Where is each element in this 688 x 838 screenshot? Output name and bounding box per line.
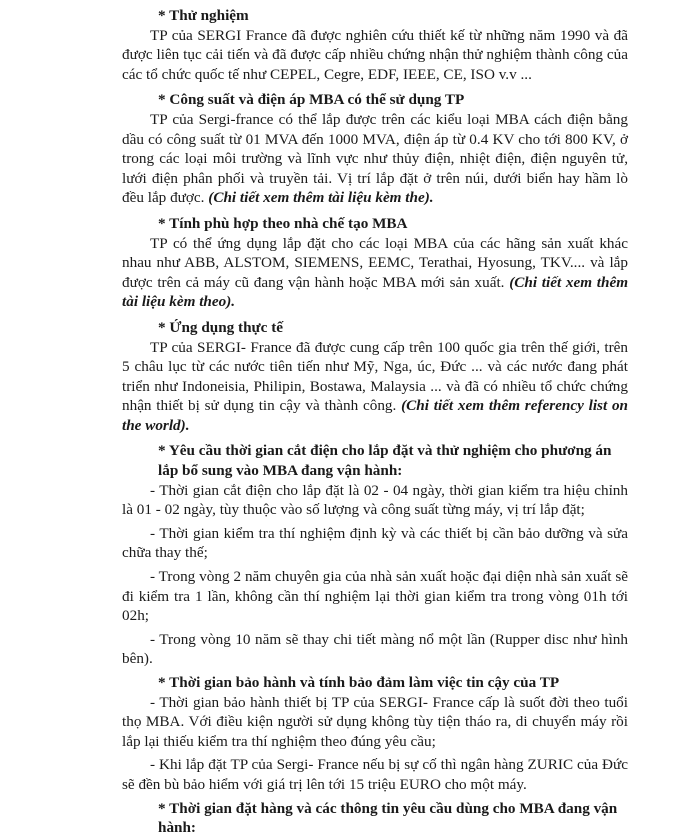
section-3 xyxy=(122,318,628,436)
section-heading: * Yêu cầu thời gian cắt điện cho lắp đặt và thử nghiệm cho phương án lắp bổ sung vào MBA đang vận hành: xyxy=(158,442,612,480)
section-5 xyxy=(122,673,628,795)
list-item xyxy=(122,567,628,626)
section-heading: * Công suất và điện áp MBA có thể sử dụng TP xyxy=(158,91,465,109)
section-heading: * Thời gian bảo hành và tính bảo đảm làm việc tin cậy của TP xyxy=(158,674,560,691)
paragraph-text: - Thời gian kiểm tra thí nghiệm định kỳ và các thiết bị cần bảo dưỡng và sửa chữa thay thế; xyxy=(122,524,628,562)
paragraph-text: - Thời gian cắt điện cho lắp đặt là 02 - 04 ngày, thời gian kiểm tra hiệu chỉnh là 01 - 02 ngày, tùy thuộc vào số lượng và công suất từng máy, vị trí lắp đặt; xyxy=(122,481,628,519)
paragraph xyxy=(122,234,628,312)
section-heading: * Tính phù hợp theo nhà chế tạo MBA xyxy=(158,214,408,232)
paragraph xyxy=(122,110,628,208)
paragraph-text: - Trong vòng 2 năm chuyên gia của nhà sản xuất hoặc đại diện nhà sản xuất sẽ đi kiểm tra 1 lần, không cần thí nghiệm lại thời gian kiểm tra trong vòng 01h tới 02h; xyxy=(122,568,628,625)
section-6 xyxy=(122,799,628,838)
list-item xyxy=(122,693,628,752)
section-4 xyxy=(122,441,628,669)
paragraph-text: TP của Sergi-france có thể lắp được trên các kiểu loại MBA cách điện bằng dầu có công suất từ 01 MVA đến 1000 MVA, điện áp từ 0.4 KV cho tới 800 KV, ở trong các loại môi trường và lĩnh vực như thủy điện, nhiệt điện, điện nguyên tử, lưới điện phân phối và truyền tải. Vị trí lắp đặt ở trên núi, dưới biển hay hầm lò đều lắp được. xyxy=(122,110,628,207)
paragraph-text: - Trong vòng 10 năm sẽ thay chi tiết màng nổ một lần (Rupper disc như hình bên). xyxy=(122,630,628,668)
section-2 xyxy=(122,214,628,312)
list-item xyxy=(122,630,628,669)
paragraph-text: TP có thể ứng dụng lắp đặt cho các loại MBA của các hãng sản xuất khác nhau như ABB, ALSTOM, SIEMENS, EEMC, Terathai, Hyosung, TKV.... và lắp được trên cả máy cũ đang vận hành hoặc MBA mới sản xuất. xyxy=(122,234,628,291)
paragraph xyxy=(122,338,628,436)
list-item xyxy=(122,755,628,794)
list-item xyxy=(122,524,628,563)
section-heading: * Thử nghiệm xyxy=(158,7,249,24)
list-item xyxy=(122,481,628,520)
paragraph-text: - Thời gian bảo hành thiết bị TP của SERGI- France cấp là suốt đời theo tuổi thọ MBA. Với điều kiện người sử dụng không tùy tiện tháo ra, di chuyển máy rồi lắp lại thiếu kiểm tra thí nghiệm theo đúng yêu cầu; xyxy=(122,693,628,750)
paragraph-text: TP của SERGI France đã được nghiên cứu thiết kế từ những năm 1990 và đã được liên tục cải tiến và đã được cấp nhiều chứng nhận thử nghiệm thành công của các tổ chức quốc tế như CEPEL, Cegre, EDF, IEEE, CE, ISO v.v ... xyxy=(122,26,628,83)
paragraph xyxy=(122,26,628,85)
section-heading: * Ứng dụng thực tế xyxy=(158,318,284,336)
reference-note: (Chi tiết xem thêm tài liệu kèm the). xyxy=(208,189,434,207)
section-1 xyxy=(122,90,628,208)
paragraph-text: TP của SERGI- France đã được cung cấp trên 100 quốc gia trên thế giới, trên 5 châu lục từ các nước tiên tiến như Mỹ, Nga, úc, Đức ... và các nước đang phát triển như Indoneisia, Philipin, Bostawa, Malaysia ... và đã có nhiều tổ chức chứng nhận thiết bị sử dụng tin cậy và thành công. xyxy=(122,338,628,415)
section-heading: * Thời gian đặt hàng và các thông tin yêu cầu dùng cho MBA đang vận hành: xyxy=(158,799,618,837)
section-0 xyxy=(122,6,628,84)
paragraph-text: - Khi lắp đặt TP của Sergi- France nếu bị sự cố thì ngân hàng ZURIC của Đức sẽ đền bù bảo hiểm với giá trị lên tới 15 triệu EURO cho một máy. xyxy=(122,756,628,793)
reference-note: (Chi tiết xem thêm referency list on the world). xyxy=(122,397,628,434)
reference-note: (Chi tiết xem thêm tài liệu kèm theo). xyxy=(122,273,629,311)
